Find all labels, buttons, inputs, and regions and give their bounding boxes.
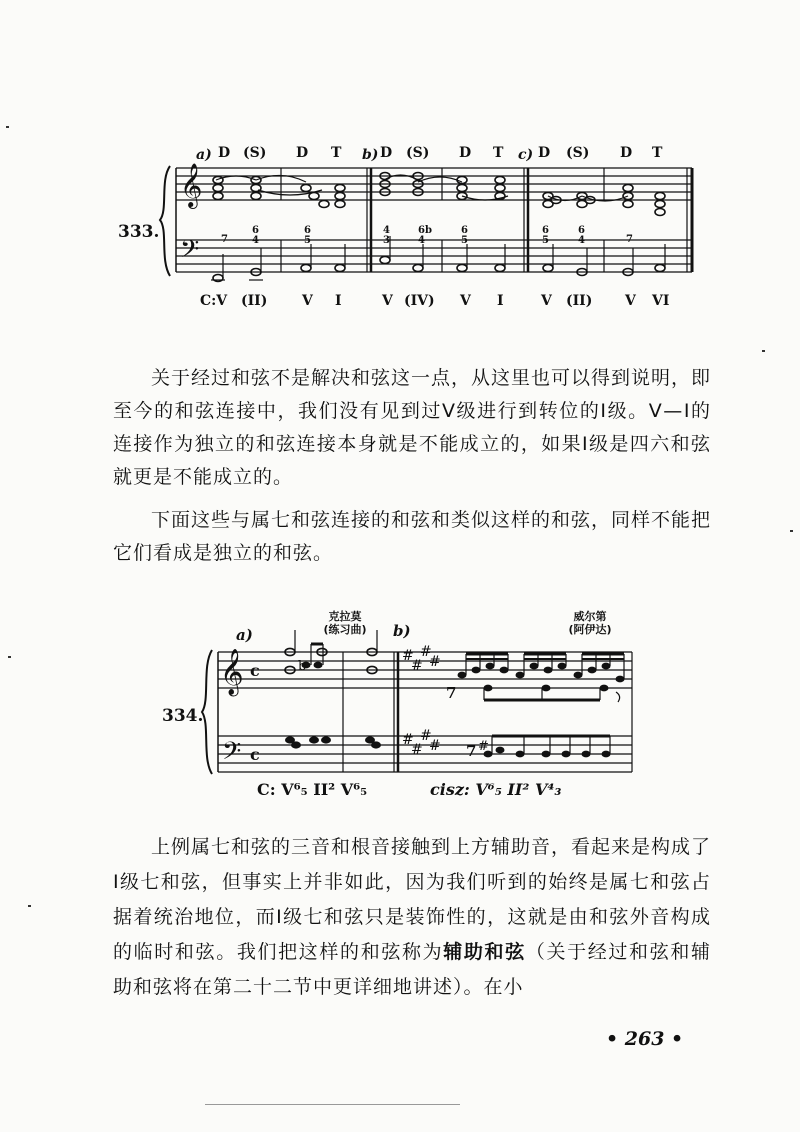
ex333-b-function-2: (S) (406, 145, 430, 161)
svg-text:#: # (420, 644, 432, 660)
ex333-number: 333. (118, 222, 160, 242)
svg-text:#: # (429, 654, 441, 670)
svg-text:𝄢: 𝄢 (180, 235, 200, 270)
scan-speck (8, 656, 11, 658)
ex333-b-roman-3: V (460, 293, 471, 309)
composer-kramer-name: 克拉莫 (328, 610, 362, 623)
ex333-b-letter: b) (362, 147, 379, 163)
ex333-b-function-4: T (493, 145, 504, 161)
composer-kramer-work: (练习曲) (323, 623, 367, 636)
ex333-c-figure-2: 6 4 (578, 225, 585, 246)
svg-text:#: # (420, 728, 432, 744)
scan-speck (28, 905, 31, 907)
paragraph-3-part-2: （关于经过和弦和辅助和弦将在第二十二节中更详细地讲述）。在小 (113, 941, 711, 998)
ex333-b-figure-3: 6 5 (461, 225, 468, 246)
ex333-score (0, 0, 800, 330)
paragraph-3-part-1: 上例属七和弦的三音和根音接触到上方辅助音，看起来是构成了Ⅰ级七和弦，但事实上并非如此，因为我们听到的始终是属七和弦占据着统治地位，而Ⅰ级七和弦只是装饰性的，这就是由和弦外音构成的临时和弦。我们把这样的和弦称为 (113, 836, 712, 963)
svg-text:𝄞: 𝄞 (220, 649, 244, 695)
paragraph-3 (113, 830, 711, 1005)
ex333-c-roman-3: V (625, 293, 636, 309)
ex334-score (0, 600, 800, 830)
example-334 (0, 600, 800, 830)
composer-verdi-work: (阿伊达) (568, 623, 612, 636)
ex333-a-figure-3: 6 5 (304, 225, 311, 246)
ex333-a-roman-4: I (335, 293, 342, 309)
svg-text:#: # (411, 658, 423, 674)
ex334-a-letter: a) (236, 626, 253, 644)
ex333-a-roman-1: C:V (200, 293, 228, 309)
ex333-c-function-3: D (620, 145, 633, 161)
ex333-a-function-2: (S) (243, 145, 267, 161)
svg-text:𝄞: 𝄞 (180, 163, 203, 207)
scan-speck (762, 350, 765, 352)
svg-text:c: c (250, 661, 260, 680)
ex333-a-roman-3: V (302, 293, 313, 309)
page-number: • 263 • (606, 1028, 684, 1050)
svg-text:𝄢: 𝄢 (222, 737, 242, 772)
ex333-c-roman-2: (II) (566, 293, 593, 309)
svg-text:b: b (298, 659, 307, 674)
bottom-rule (205, 1104, 460, 1105)
svg-text:#: # (402, 648, 414, 664)
paragraph-3-text (113, 830, 711, 1005)
ex333-c-function-1: D (538, 145, 551, 161)
scan-speck (6, 126, 9, 128)
ex333-c-function-2: (S) (566, 145, 590, 161)
ex333-a-function-1: D (218, 145, 231, 161)
ex334-eighth-rest-bass: 7 (466, 742, 477, 760)
ex333-c-letter: c) (518, 147, 534, 163)
ex333-c-figure-3: 7 (626, 234, 633, 245)
ex333-c-figure-1: 6 5 (542, 225, 549, 246)
paragraph-3-bold-term: 辅助和弦 (443, 941, 526, 963)
paragraph-2-text: 下面这些与属七和弦连接的和弦和类似这样的和弦，同样不能把它们看成是独立的和弦。 (113, 509, 712, 564)
example-333 (0, 0, 800, 330)
ex333-a-roman-2: (II) (241, 293, 268, 309)
svg-text:#: # (411, 742, 423, 758)
ex333-a-figure-2: 6 4 (252, 225, 259, 246)
ex333-c-function-4: T (652, 145, 663, 161)
ex333-a-letter: a) (196, 147, 212, 163)
ex333-c-roman-4: VI (652, 293, 670, 309)
ex334-number: 334. (162, 706, 204, 726)
ex333-b-roman-2: (IV) (404, 293, 435, 309)
ex334-b-letter: b) (393, 622, 411, 640)
svg-text:#: # (478, 739, 489, 754)
ex333-a-function-3: D (296, 145, 309, 161)
scan-speck (790, 530, 793, 532)
ex333-b-figure-2: 6b 4 (418, 225, 432, 246)
composer-verdi-name: 威尔第 (573, 610, 607, 623)
paragraph-1-text: 关于经过和弦不是解决和弦这一点，从这里也可以得到说明，即至今的和弦连接中，我们没有见到过Ⅴ级进行到转位的Ⅰ级。Ⅴ—Ⅰ的连接作为独立的和弦连接本身就是不能成立的，如果Ⅰ级是四六和弦就更是不能成立的。 (113, 367, 712, 488)
ex334-analysis-b: cisz: V⁶₅ II² V⁴₃ (430, 780, 562, 799)
paragraph-1 (113, 362, 711, 494)
ex333-b-roman-1: V (382, 293, 393, 309)
ex333-b-function-1: D (380, 145, 393, 161)
ex334-eighth-rest-treble: 7 (446, 684, 457, 702)
ex333-b-figure-1: 4 3 (383, 225, 390, 246)
ex333-a-function-4: T (331, 145, 342, 161)
paragraph-2 (113, 504, 711, 570)
svg-text:#: # (429, 738, 441, 754)
ex333-b-roman-4: I (497, 293, 504, 309)
svg-text:#: # (402, 732, 414, 748)
ex333-b-function-3: D (459, 145, 472, 161)
ex333-a-figure-1: 7 (221, 234, 228, 245)
svg-text:c: c (250, 745, 260, 764)
ex333-c-roman-1: V (541, 293, 552, 309)
ex334-analysis-a: C: V⁶₅ II² V⁶₅ (257, 780, 368, 799)
